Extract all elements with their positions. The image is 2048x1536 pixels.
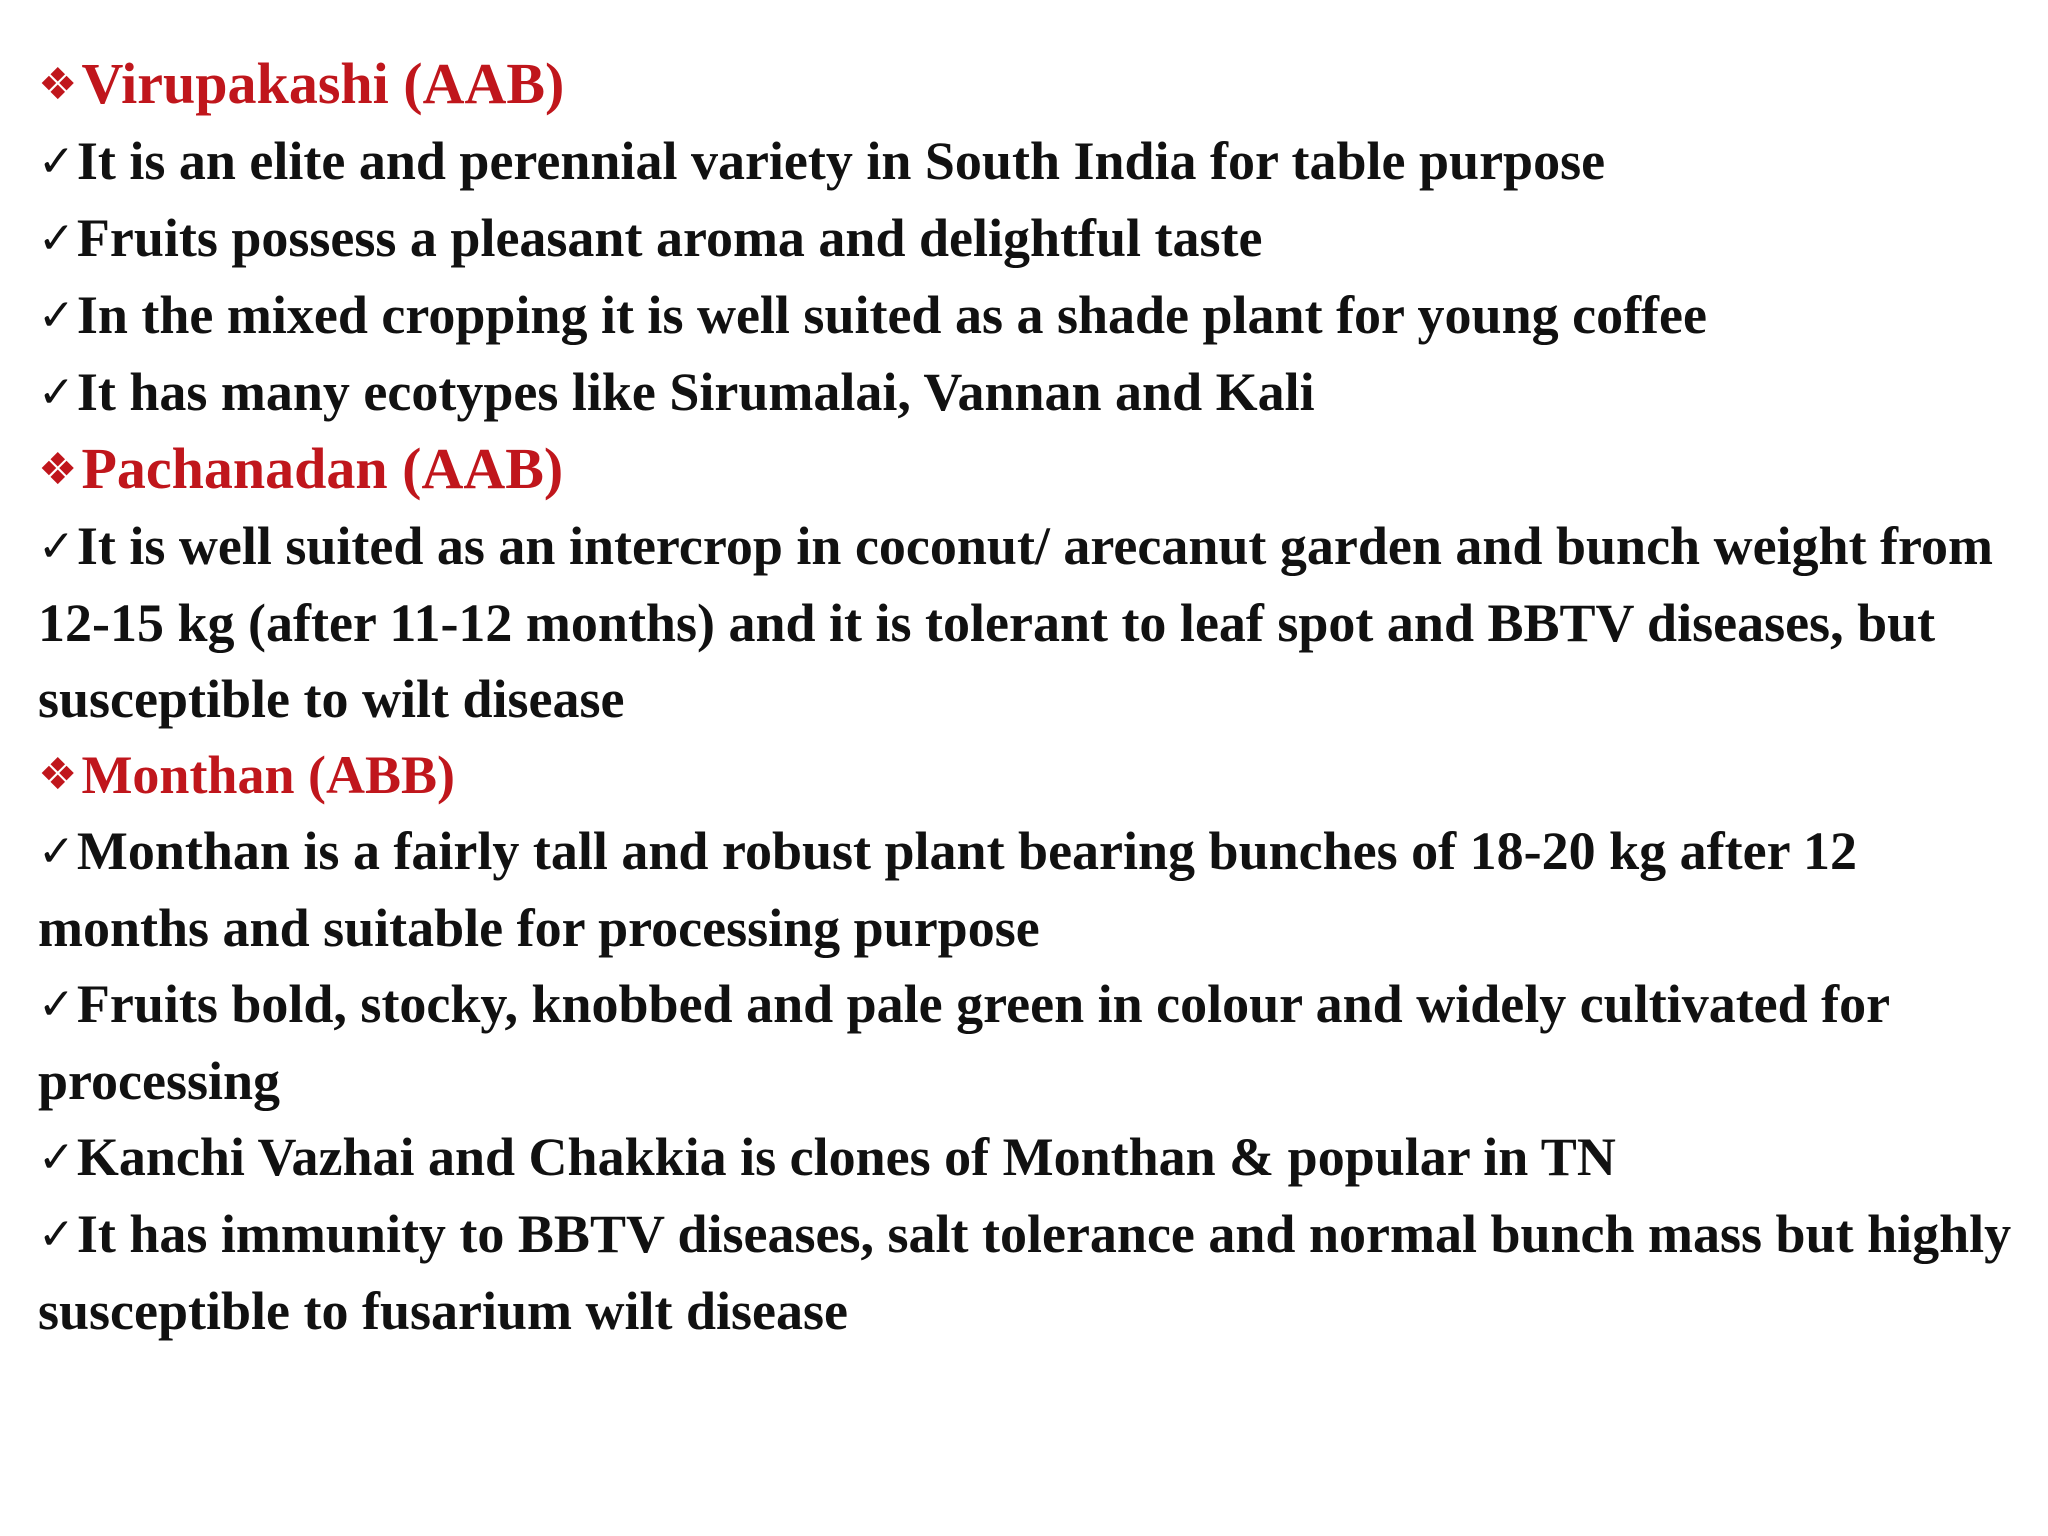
- check-mark-icon: ✓: [38, 213, 75, 264]
- slide-content: [38, 46, 2028, 1349]
- bullet-point: [38, 1119, 2028, 1196]
- section-title: Monthan (ABB): [81, 745, 455, 805]
- bullet-point: [38, 966, 2028, 1119]
- bullet-point: [38, 200, 2028, 277]
- section-heading-monthan: [38, 737, 2028, 813]
- bullet-point: [38, 508, 2028, 737]
- bullet-point: [38, 813, 2028, 966]
- bullet-point: [38, 123, 2028, 200]
- diamond-bullet-icon: ❖: [38, 59, 78, 110]
- check-mark-icon: ✓: [38, 290, 75, 341]
- check-mark-icon: ✓: [38, 521, 75, 572]
- check-mark-icon: ✓: [38, 826, 75, 877]
- section-title: Pachanadan (AAB): [81, 436, 564, 501]
- bullet-text: In the mixed cropping it is well suited as a shade plant for young coffee: [76, 285, 1707, 345]
- bullet-text: Monthan is a fairly tall and robust plant bearing bunches of 18-20 kg after 12 months and suitable for processing purpose: [38, 821, 1858, 958]
- section-title: Virupakashi (AAB): [81, 51, 565, 116]
- bullet-text: It has immunity to BBTV diseases, salt tolerance and normal bunch mass but highly susceptible to fusarium wilt disease: [38, 1204, 2012, 1341]
- bullet-point: [38, 277, 2028, 354]
- bullet-text: Fruits bold, stocky, knobbed and pale green in colour and widely cultivated for processing: [38, 974, 1890, 1111]
- bullet-text: It is well suited as an intercrop in coconut/ arecanut garden and bunch weight from 12-15 kg (after 11-12 months) and it is tolerant to leaf spot and BBTV diseases, but susceptible to wilt disease: [38, 516, 1994, 729]
- bullet-point: [38, 1196, 2028, 1349]
- bullet-text: It is an elite and perennial variety in South India for table purpose: [76, 131, 1606, 191]
- bullet-point: [38, 354, 2028, 431]
- check-mark-icon: ✓: [38, 1209, 75, 1260]
- bullet-text: It has many ecotypes like Sirumalai, Vannan and Kali: [76, 362, 1315, 422]
- check-mark-icon: ✓: [38, 367, 75, 418]
- bullet-text: Fruits possess a pleasant aroma and delightful taste: [76, 208, 1263, 268]
- diamond-bullet-icon: ❖: [38, 444, 78, 495]
- section-heading-pachanadan: [38, 431, 2028, 508]
- check-mark-icon: ✓: [38, 1132, 75, 1183]
- bullet-text: Kanchi Vazhai and Chakkia is clones of Monthan & popular in TN: [76, 1127, 1616, 1187]
- diamond-bullet-icon: ❖: [38, 749, 78, 800]
- check-mark-icon: ✓: [38, 136, 75, 187]
- check-mark-icon: ✓: [38, 979, 75, 1030]
- section-heading-virupakashi: [38, 46, 2028, 123]
